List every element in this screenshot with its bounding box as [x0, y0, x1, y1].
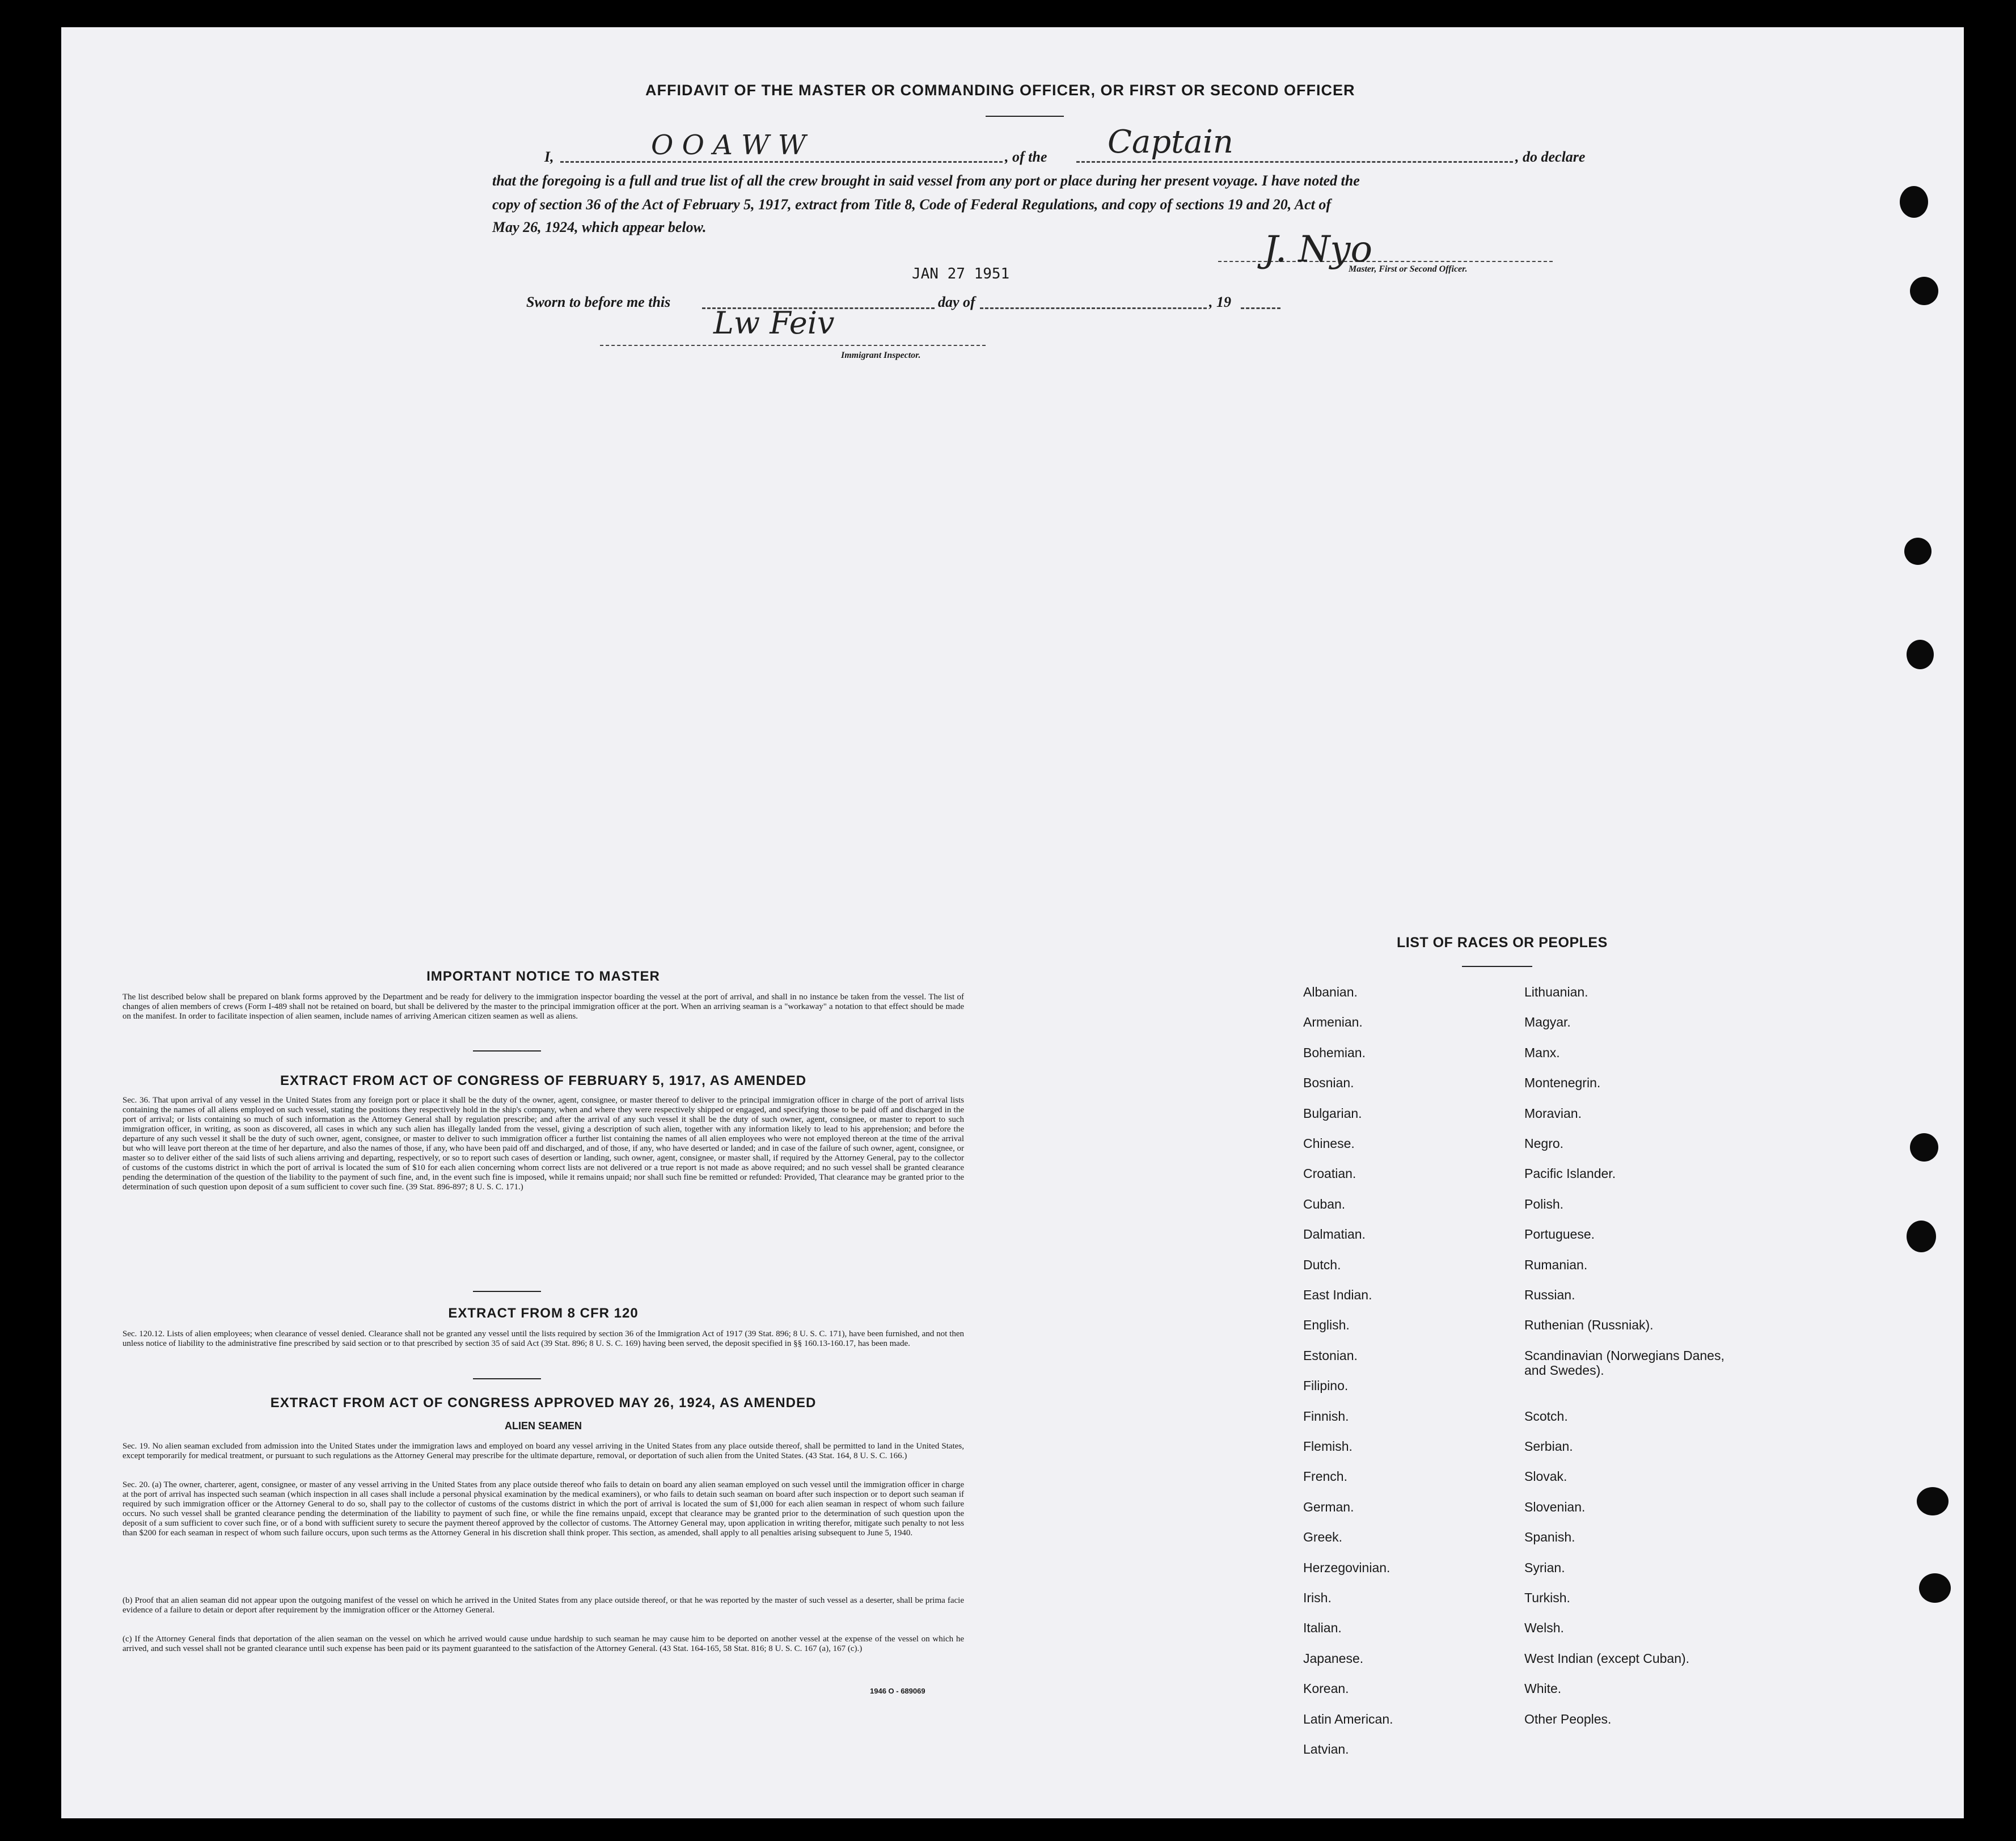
punch-hole — [1917, 1487, 1949, 1515]
extract-cfr-rule — [473, 1378, 541, 1379]
race-item: English. — [1303, 1318, 1350, 1333]
name-handwritten: O O A W W — [651, 129, 806, 161]
race-item: Bosnian. — [1303, 1075, 1354, 1091]
race-item: Estonian. — [1303, 1348, 1358, 1363]
master-signature: J. Nyo — [1263, 229, 1373, 271]
race-item: Russian. — [1524, 1287, 1575, 1302]
race-item: Portuguese. — [1524, 1227, 1595, 1242]
year-label: , 19 — [1209, 294, 1231, 310]
race-item: Moravian. — [1524, 1105, 1582, 1121]
affidavit-body-1: that the foregoing is a full and true list of all the crew brought in said vessel from any port or place during her present voyage. I have noted the — [492, 172, 1360, 189]
affidavit-body-2: copy of section 36 of the Act of February 5, 1917, extract from Title 8, Code of Federal Regulations, and copy of sections 19 and 20, Act of — [492, 196, 1331, 213]
punch-hole — [1900, 186, 1928, 218]
name-line — [560, 161, 1003, 163]
notice-text: The list described below shall be prepared on blank forms approved by the Department and be ready for delivery to the immigration inspector boarding the vessel at the port of arrival, and shall in no instance be taken from the vessel. The list of changes of alien members of crews (Form I-489 shall not be retained on board, but shall be delivered by the master to the principal immigration officer at the port. When an arriving seaman is a "workaway" a notation to that effect should be made on the manifest. In order to facilitate inspection of alien seamen, include names of arriving American citizen seamen as well as aliens. — [122, 993, 964, 1021]
race-item: Dalmatian. — [1303, 1227, 1366, 1242]
race-item: Polish. — [1524, 1196, 1564, 1211]
extract-1917-title: EXTRACT FROM ACT OF CONGRESS OF FEBRUARY 5, 1917, AS AMENDED — [280, 1073, 807, 1088]
extract-1924-sec20b: (b) Proof that an alien seaman did not appear upon the outgoing manifest of the vessel on which he arrived in the United States from any place outside thereof, or that he was reported by the master of such vessel as a deserter, shall be prima facie evidence of a failure to detain or deport after requirement by the immigration officer or the Attorney General. — [122, 1596, 964, 1615]
affidavit-body-3: May 26, 1924, which appear below. — [492, 219, 707, 235]
punch-hole — [1904, 538, 1932, 565]
notice-title: IMPORTANT NOTICE TO MASTER — [426, 969, 660, 984]
race-item: Bulgarian. — [1303, 1105, 1362, 1121]
race-item: Lithuanian. — [1524, 985, 1588, 999]
race-item: Italian. — [1303, 1620, 1342, 1636]
document-page — [61, 27, 1964, 1818]
affidavit-title: AFFIDAVIT OF THE MASTER OR COMMANDING OFFICER, OR FIRST OR SECOND OFFICER — [645, 82, 1355, 99]
rank-line — [1076, 161, 1513, 163]
extract-1924-subtitle: ALIEN SEAMEN — [504, 1420, 582, 1432]
race-item: Herzegovinian. — [1303, 1560, 1391, 1575]
punch-hole — [1907, 1221, 1936, 1252]
race-item: East Indian. — [1303, 1287, 1372, 1302]
race-item: Bohemian. — [1303, 1045, 1366, 1060]
extract-1924-sec19: Sec. 19. No alien seaman excluded from admission into the United States under the immigration laws and employed on board any vessel arriving in the United States from any place outside thereof, shall be permitted to land in the United States, except temporarily for medical treatment, or pursuant to such regulations as the Attorney General may prescribe for the ultimate departure, removal, or deportation of such alien from the United States. (43 Stat. 164, 8 U. S. C. 166.) — [122, 1442, 964, 1460]
sworn-year-line — [1241, 307, 1280, 309]
race-item: Flemish. — [1303, 1439, 1353, 1454]
race-item: Scotch. — [1524, 1408, 1568, 1424]
race-item: Greek. — [1303, 1530, 1343, 1545]
inspector-signature-line — [600, 345, 986, 346]
race-item: Finnish. — [1303, 1408, 1349, 1424]
race-item: Rumanian. — [1524, 1257, 1588, 1272]
race-item: Cuban. — [1303, 1196, 1346, 1211]
rank-handwritten: Captain — [1108, 124, 1233, 161]
race-item: Dutch. — [1303, 1257, 1341, 1272]
extract-1924-sec20a: Sec. 20. (a) The owner, charterer, agent, consignee, or master of any vessel arriving in the United States from any place outside thereof who fails to detain on board any alien seaman employed on such vessel until the immigration officer in charge at the port of arrival has inspected such seaman (which inspection in all cases shall include a personal physical examination by the medical examiners), or who fails to detain such seaman on board after such inspection or to deport such seaman if required by such immigration officer or the Attorney General to do so, shall pay to the collector of customs of the customs district in which the port of arrival is located the sum of $1,000 for each alien seaman in respect of whom such failure occurs. No such vessel shall be granted clearance pending the determination of the liability to payment of such fine, or while the fine remains unpaid, except that clearance may be granted prior to the determination of such question upon the deposit of a sum sufficient to cover such fine, or of a bond with sufficient surety to secure the payment thereof approved by the collector of customs. The Attorney General may, upon application in writing therefor, mitigate such penalty to not less than $200 for each seaman in respect of whom such failure occurs, upon such terms as the Attorney General in his discretion shall think proper. This section, as amended, shall apply to all penalties arising subsequent to June 5, 1940. — [122, 1480, 964, 1538]
i-label: I, — [544, 149, 554, 165]
race-item: Magyar. — [1524, 1015, 1571, 1030]
extract-cfr-text: Sec. 120.12. Lists of alien employees; when clearance of vessel denied. Clearance shall not be granted any vessel until the lists required by section 36 of the Immigration Act of 1917 (39 Stat. 896; 8 U. S. C. 171), have been furnished, and not then unless notice of liability to the administrative fine prescribed by said section or to that prescribed by section 35 of said Act (39 Stat. 896; 8 U. S. C. 169) having been served, the deposit specified in §§ 160.13-160.17, has been made. — [122, 1329, 964, 1348]
race-item: Korean. — [1303, 1681, 1349, 1696]
race-item: White. — [1524, 1681, 1562, 1696]
extract-1917-text: Sec. 36. That upon arrival of any vessel in the United States from any foreign port or place it shall be the duty of the owner, agent, consignee, or master thereof to deliver to the principal immigration officer in charge of the port of arrival lists containing the names of all aliens employed on such vessel, stating the positions they respectively hold in the ship's company, when and where they were respectively shipped or engaged, and specifying those to be paid off and discharged in the port of arrival; or lists containing so much of such information as the Attorney General shall by regulation prescribe; and after the arrival of any such vessel it shall be the duty of such owner, agent, consignee, or master to report to such immigration officer, in writing, as soon as discovered, all cases in which any such alien has illegally landed from the vessel, giving a description of such alien, together with any information likely to lead to his apprehension; and before the departure of any such vessel it shall be the duty of such owner, agent, consignee, or master to deliver to such immigration officer a further list containing the names of all alien employees who were not employed thereon at the time of the arrival but who will leave port thereon at the time of her departure, and also the names of those, if any, who have been paid off and discharged, and of those, if any, who have deserted or landed; and in case of the failure of such owner, agent, consignee, or master so to deliver either of the said lists of such aliens arriving and departing, respectively, or so to report such cases of desertion or landing, such owner, agent, consignee, or master shall, if required by the Attorney General, pay to the collector of customs of the customs district in which the port of arrival is located the sum of $10 for each alien concerning whom correct lists are not delivered or a true report is not made as above required; and no such vessel shall be granted clearance pending the determination of the question of the liability to the payment of such fine, and, in the event such fine is imposed, while it remains unpaid; nor shall such fine be remitted or refunded: Provided, That clearance may be granted prior to the determination of such question upon deposit of a sum sufficient to cover such fine. (39 Stat. 896-897; 8 U. S. C. 171.) — [122, 1096, 964, 1192]
race-item: German. — [1303, 1499, 1354, 1514]
inspector-signature: Lw Feiv — [713, 305, 835, 341]
print-code: 1946 O - 689069 — [870, 1687, 925, 1695]
of-the-label: , of the — [1005, 149, 1047, 165]
sworn-label: Sworn to before me this — [526, 294, 671, 310]
inspector-caption: Immigrant Inspector. — [841, 351, 921, 360]
extract-cfr-title: EXTRACT FROM 8 CFR 120 — [448, 1306, 639, 1321]
do-declare-label: , do declare — [1515, 149, 1586, 165]
race-item: Latvian. — [1303, 1742, 1349, 1756]
extract-1917-rule — [473, 1291, 541, 1292]
master-signature-caption: Master, First or Second Officer. — [1349, 264, 1468, 274]
race-item: French. — [1303, 1469, 1347, 1484]
race-item: Slovak. — [1524, 1469, 1567, 1484]
title-rule — [986, 116, 1064, 117]
race-item: Negro. — [1524, 1136, 1564, 1151]
race-item: Armenian. — [1303, 1015, 1363, 1030]
race-item: Scandinavian (Norwegians Danes, and Swedes). — [1524, 1348, 1725, 1378]
race-item: Albanian. — [1303, 985, 1358, 999]
day-of-label: day of — [938, 294, 975, 310]
race-item: Croatian. — [1303, 1166, 1356, 1181]
race-item: Irish. — [1303, 1590, 1332, 1605]
punch-hole — [1910, 1133, 1938, 1162]
race-item: Other Peoples. — [1524, 1711, 1612, 1726]
race-item: Manx. — [1524, 1045, 1560, 1060]
race-item: Turkish. — [1524, 1590, 1570, 1605]
race-item: Montenegrin. — [1524, 1075, 1601, 1091]
race-item: Pacific Islander. — [1524, 1166, 1616, 1181]
sworn-month-line — [980, 307, 1207, 309]
races-title: LIST OF RACES OR PEOPLES — [1397, 935, 1608, 951]
race-item: Slovenian. — [1524, 1499, 1586, 1514]
extract-1924-title: EXTRACT FROM ACT OF CONGRESS APPROVED MAY 26, 1924, AS AMENDED — [270, 1395, 817, 1411]
race-item: Latin American. — [1303, 1711, 1393, 1726]
race-item: Serbian. — [1524, 1439, 1573, 1454]
extract-1924-sec20c: (c) If the Attorney General finds that deportation of the alien seaman on the vessel on which he arrived would cause undue hardship to such seaman he may cause him to be deported on another vessel at the expense of the vessel on which he arrived, and such vessel shall not be granted clearance until such expense has been paid or its payment guaranteed to the satisfaction of the Attorney General. (43 Stat. 164-165, 58 Stat. 816; 8 U. S. C. 167 (a), 167 (c).) — [122, 1635, 964, 1653]
punch-hole — [1919, 1573, 1951, 1603]
race-item: West Indian (except Cuban). — [1524, 1650, 1690, 1666]
race-item: Spanish. — [1524, 1530, 1575, 1545]
race-item: Japanese. — [1303, 1650, 1364, 1666]
races-rule — [1462, 966, 1532, 967]
punch-hole — [1910, 277, 1938, 305]
race-item: Syrian. — [1524, 1560, 1565, 1575]
race-item: Ruthenian (Russniak). — [1524, 1318, 1654, 1333]
race-item: Filipino. — [1303, 1378, 1349, 1394]
race-item: Chinese. — [1303, 1136, 1355, 1151]
punch-hole — [1907, 640, 1934, 669]
notice-rule — [473, 1050, 541, 1052]
race-item: Welsh. — [1524, 1620, 1564, 1636]
date-stamp: JAN 27 1951 — [912, 265, 1010, 282]
